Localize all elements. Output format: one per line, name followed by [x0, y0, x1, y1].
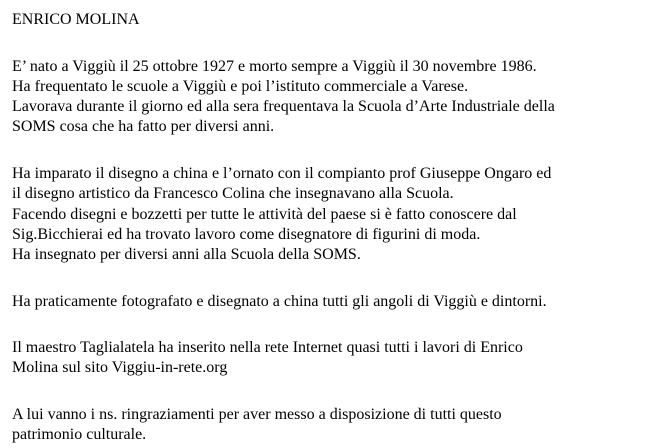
- paragraph-line: Molina sul sito Viggiu-in-rete.org: [12, 359, 228, 376]
- paragraph-line: Sig.Bicchierai ed ha trovato lavoro come disegnatore di figurini di moda.: [12, 226, 481, 243]
- paragraph-line: Lavorava durante il giorno ed alla sera frequentava la Scuola d’Arte Industriale della: [12, 98, 555, 115]
- paragraph-line: Facendo disegni e bozzetti per tutte le attività del paese si è fatto conoscere dal: [12, 206, 517, 223]
- paragraph-line: A lui vanno i ns. ringraziamenti per aver messo a disposizione di tutti questo: [12, 406, 502, 423]
- document-title: ENRICO MOLINA: [12, 11, 140, 28]
- paragraph-line: E’ nato a Viggiù il 25 ottobre 1927 e morto sempre a Viggiù il 30 novembre 1986.: [12, 58, 537, 75]
- paragraph-line: Ha frequentato le scuole a Viggiù e poi l’istituto commerciale a Varese.: [12, 78, 469, 95]
- paragraph-line: Ha imparato il disegno a china e l’ornato con il compianto prof Giuseppe Ongaro ed: [12, 165, 552, 182]
- paragraph-line: Ha insegnato per diversi anni alla Scuola della SOMS.: [12, 246, 361, 263]
- paragraph-line: Ha praticamente fotografato e disegnato a china tutti gli angoli di Viggiù e dintorni.: [12, 293, 547, 310]
- paragraph-line: SOMS cosa che ha fatto per diversi anni.: [12, 118, 275, 135]
- paragraph-line: patrimonio culturale.: [12, 426, 147, 443]
- paragraph-line: Il maestro Taglialatela ha inserito nella rete Internet quasi tutti i lavori di Enrico: [12, 339, 523, 356]
- paragraph-line: il disegno artistico da Francesco Colina che insegnavano alla Scuola.: [12, 185, 454, 202]
